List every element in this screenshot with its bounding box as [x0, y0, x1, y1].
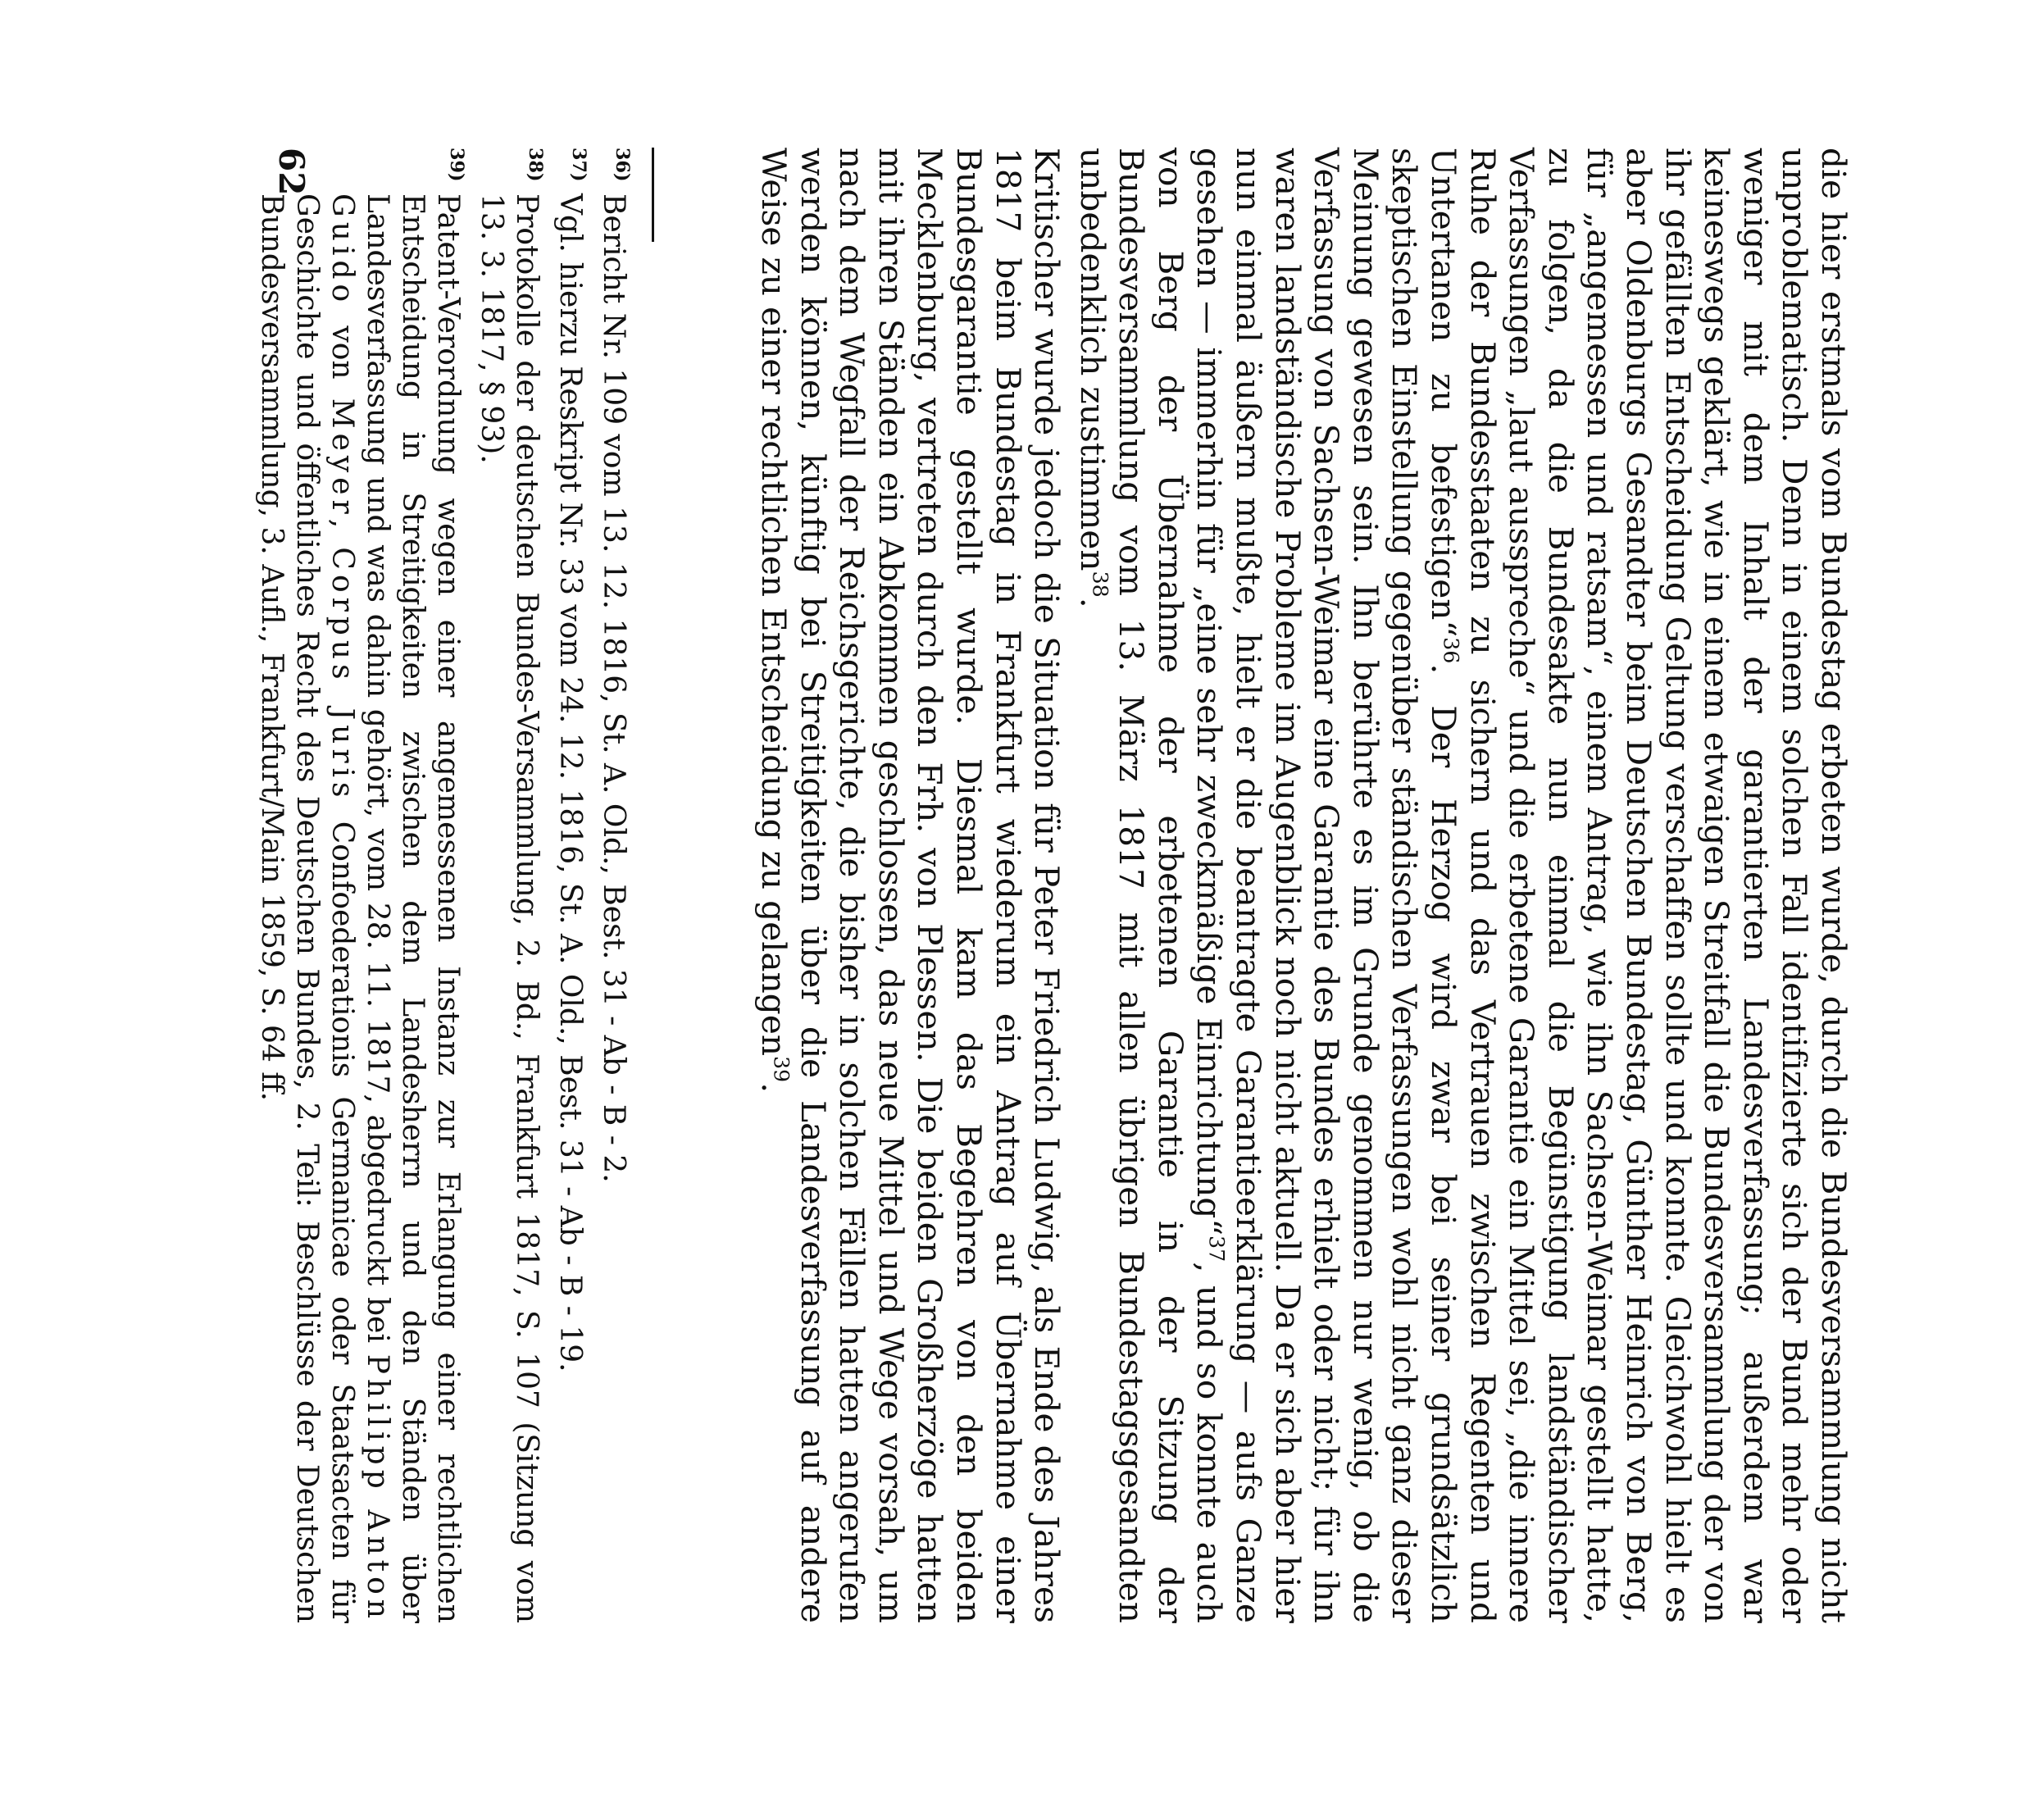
paragraph-1-text-c: , und so konnte auch von Berg der Übernahme der erbetenen Garantie in der Sitzung der Bundesversammlung vom 13. März 1817 mit allen übrigen Bundestagsgesandten unbedenklich zustimmen [1072, 148, 1230, 1623]
footnote-36 [596, 148, 631, 1623]
paragraph-2 [753, 148, 1066, 1623]
footnote-text: Bericht Nr. 109 vom 13. 12. 1816, St. A. Old., Best. 31 - Ab - B - 2. [597, 193, 630, 1183]
footnote-text: Protokolle der deutschen Bundes-Versammlung, 2. Bd., Frankfurt 1817, S. 107 (Sitzung vom 13. 3. 1817, § 93). [475, 193, 543, 1623]
footnote-39 [254, 148, 466, 1623]
footnote-ref-39: 39 [769, 1056, 794, 1083]
paragraph-1 [1072, 148, 1853, 1623]
footnote-number: 36) [612, 148, 633, 182]
footnote-39-author-first-names: Philipp Anton Guido [325, 193, 394, 1623]
footnote-text: Vgl. hierzu Reskript Nr. 33 vom 24. 12. 1816, St. A. Old., Best. 31 - Ab - B - 19. [553, 193, 587, 1372]
footnote-39-text-b: von [325, 307, 359, 398]
page-number: 62 [271, 148, 312, 196]
body-text [753, 148, 1853, 1623]
footnote-number: 39) [446, 148, 467, 182]
footnote-37 [553, 148, 588, 1623]
paragraph-1-text-a: die hier erstmals vom Bundestag erbeten wurde, durch die Bundesversammlung nicht unproblematisch. Denn in einem solchen Fall identifizierte sich der Bund mehr oder weniger mit dem Inhalt der garantierten Landesverfassung; außerdem war keineswegs geklärt, wie in einem etwaigen Streitfall die Bundesversammlung der von ihr gefällten Entscheidung Geltung verschaffen sollte und konnte. Gleichwohl hielt es aber Oldenburgs Gesandter beim Deutschen Bundestag, Günther Heinrich von Berg, für „angemessen und ratsam“, einem Antrag, wie ihn Sachsen-Weimar gestellt hatte, zu folgen, da die Bundesakte nun einmal die Begünstigung landständischer Verfassungen „laut ausspreche“ und die erbetene Garantie ein Mittel sei, „die innere Ruhe der Bundesstaaten zu sichern und das Vertrauen zwischen Regenten und Untertanen zu befestigen“ [1424, 148, 1853, 1623]
footnote-ref-37: 37 [1205, 1235, 1229, 1263]
rotated-page-content [230, 148, 1853, 1820]
paragraph-2-text-a: Kritischer wurde jedoch die Situation für Peter Friedrich Ludwig, als Ende des Jahres 1817 beim Bundestag in Frankfurt wiederum ein Antrag auf Übernahme einer Bundesgarantie gestellt wurde. Diesmal kam das Begehren von den beiden Mecklenburg, vertreten durch den Frh. von Plessen. Die beiden Großherzöge hatten mit ihren Ständen ein Abkommen geschlossen, das neue Mittel und Wege vorsah, um nach dem Wegfall der Reichsgerichte, die bisher in solchen Fällen hatten angerufen werden können, künftig bei Streitigkeiten über die Landesverfassung auf andere Weise zu einer rechtlichen Entscheidung zu gelangen [753, 148, 1067, 1623]
footnote-38 [474, 148, 544, 1623]
paragraph-2-text-b: . [753, 1082, 794, 1094]
footnote-text [254, 193, 466, 1623]
footnote-39-text-d: Confoederationis Germanicae oder Staatsacten für Geschichte und öffentliches Recht des Deutschen Bundes, 2. Teil: Beschlüsse der Deutschen Bundesversammlung, 3. Aufl., Frankfurt/Main 1859, S. 64 ff. [255, 193, 359, 1623]
footnote-separator [652, 148, 654, 242]
footnotes [246, 148, 631, 1623]
paragraph-1-text-b: . Der Herzog wird zwar bei seiner grundsätzlich skeptischen Einstellung gegenüber ständischen Verfassungen wohl nicht ganz dieser Meinung gewesen sein. Ihn berührte es im Grunde genommen nur wenig, ob die Verfassung von Sachsen-Weimar eine Garantie des Bundes erhielt oder nicht; für ihn waren landständische Probleme im Augenblick noch nicht aktuell. Da er sich aber hier nun einmal äußern mußte, hielt er die beantragte Garantieerklärung — aufs Ganze gesehen — immerhin für „eine sehr zweckmäßige Einrichtung“ [1189, 148, 1464, 1623]
footnote-ref-36: 36 [1439, 637, 1463, 664]
footnote-39-author-surname: Meyer [325, 398, 359, 519]
footnote-39-text-c: , [325, 518, 359, 548]
footnote-39-work-title: Corpus Juris [325, 547, 359, 803]
footnote-ref-38: 38 [1088, 571, 1112, 598]
footnote-number: 38) [525, 148, 546, 182]
footnote-number: 37) [568, 148, 589, 182]
paragraph-1-text-d: . [1072, 597, 1112, 608]
footnote-39-text-a: Patent-Verordnung wegen einer angemessenen Instanz zur Erlangung einer rechtlichen Entscheidung in Streitigkeiten zwischen dem Landesherrn und den Ständen über Landesverfassung und was dahin gehört, vom 28. 11. 1817, abgedruckt bei [361, 193, 465, 1623]
